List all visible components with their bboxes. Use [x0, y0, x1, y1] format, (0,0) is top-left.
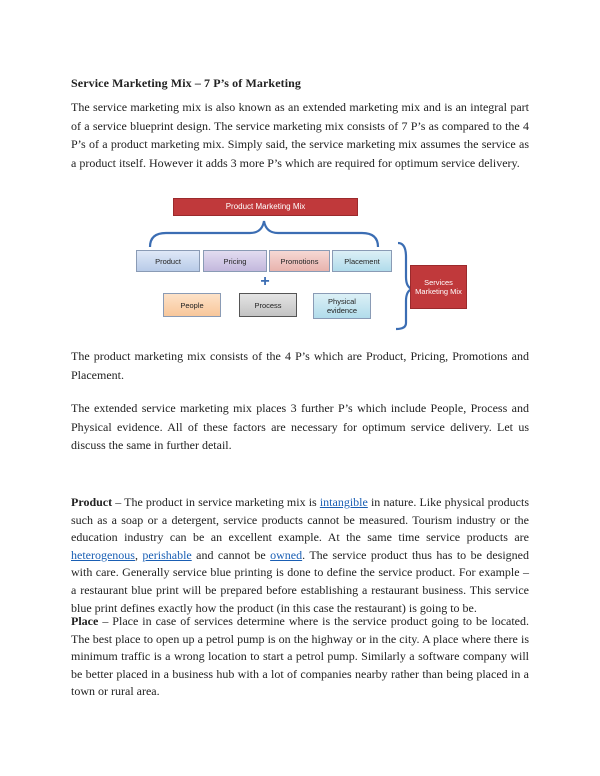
box-process: Process [239, 293, 297, 317]
box-product: Product [136, 250, 200, 272]
services-marketing-mix-label: Services Marketing Mix [410, 265, 467, 309]
product-mix-paragraph: The product marketing mix consists of the 4 P’s which are Product, Pricing, Promotions and Placement. [71, 349, 529, 382]
box-physical-evidence: Physical evidence [313, 293, 371, 319]
box-promotions: Promotions [269, 250, 330, 272]
extended-mix-paragraph: The extended service marketing mix places 3 further P’s which include People, Process and Physical evidence. All of these factors are necessary for optimum service delivery. Let us discuss the same in further detail. [71, 401, 529, 452]
product-text-2: in nature. Like physical products such as a soap or a detergent, service products cannot be measured. Tourism industry or the education industry can be an excellent example. At the same time service products are [71, 495, 529, 545]
box-people: People [163, 293, 221, 317]
link-owned[interactable]: owned [270, 547, 303, 562]
intro-paragraph: The service marketing mix is also known as an extended marketing mix and is an integral part of a service blueprint design. The service marketing mix consists of 7 P’s as compared to the 4 P’s of a product marketing mix. Simply said, the service marketing mix assumes the service as a product itself. However it adds 3 more P’s which are required for optimum service delivery. [71, 100, 529, 170]
place-term: Place [71, 614, 99, 628]
product-marketing-mix-label: Product Marketing Mix [173, 198, 358, 216]
box-pricing: Pricing [203, 250, 267, 272]
plus-icon: + [260, 273, 270, 290]
product-text-5: . The service product thus has to be designed with care. Generally service blue printing is done to define the service product. For example – a restaurant blue print will be prepared before establishing a restaurant business. This service blue print defines exactly how the product (in this case the restaurant) is going to be. [71, 547, 530, 615]
place-paragraph [71, 613, 529, 701]
box-placement: Placement [332, 250, 392, 272]
product-text-4: and cannot be [191, 547, 271, 562]
product-paragraph [71, 494, 529, 617]
link-intangible[interactable]: intangible [319, 495, 368, 509]
section-heading: Service Marketing Mix – 7 P’s of Marketing [71, 76, 302, 90]
link-perishable[interactable]: perishable [142, 547, 192, 562]
place-text: – Place in case of services determine where is the service product going to be located. The best place to open up a petrol pump is on the highway or in the city. A place where there is minimum traffic is a wrong location to start a petrol pump. Similarly a software company will be better placed in a business hub with a lot of companies nearby rather than being placed in a town or rural area. [71, 614, 529, 699]
product-text-1: – The product in service marketing mix is [112, 495, 320, 509]
top-brace [150, 221, 378, 247]
marketing-mix-diagram [130, 195, 470, 335]
link-heterogenous[interactable]: heterogenous [71, 547, 135, 562]
product-text-3: , [134, 547, 143, 562]
product-term: Product [71, 495, 113, 509]
